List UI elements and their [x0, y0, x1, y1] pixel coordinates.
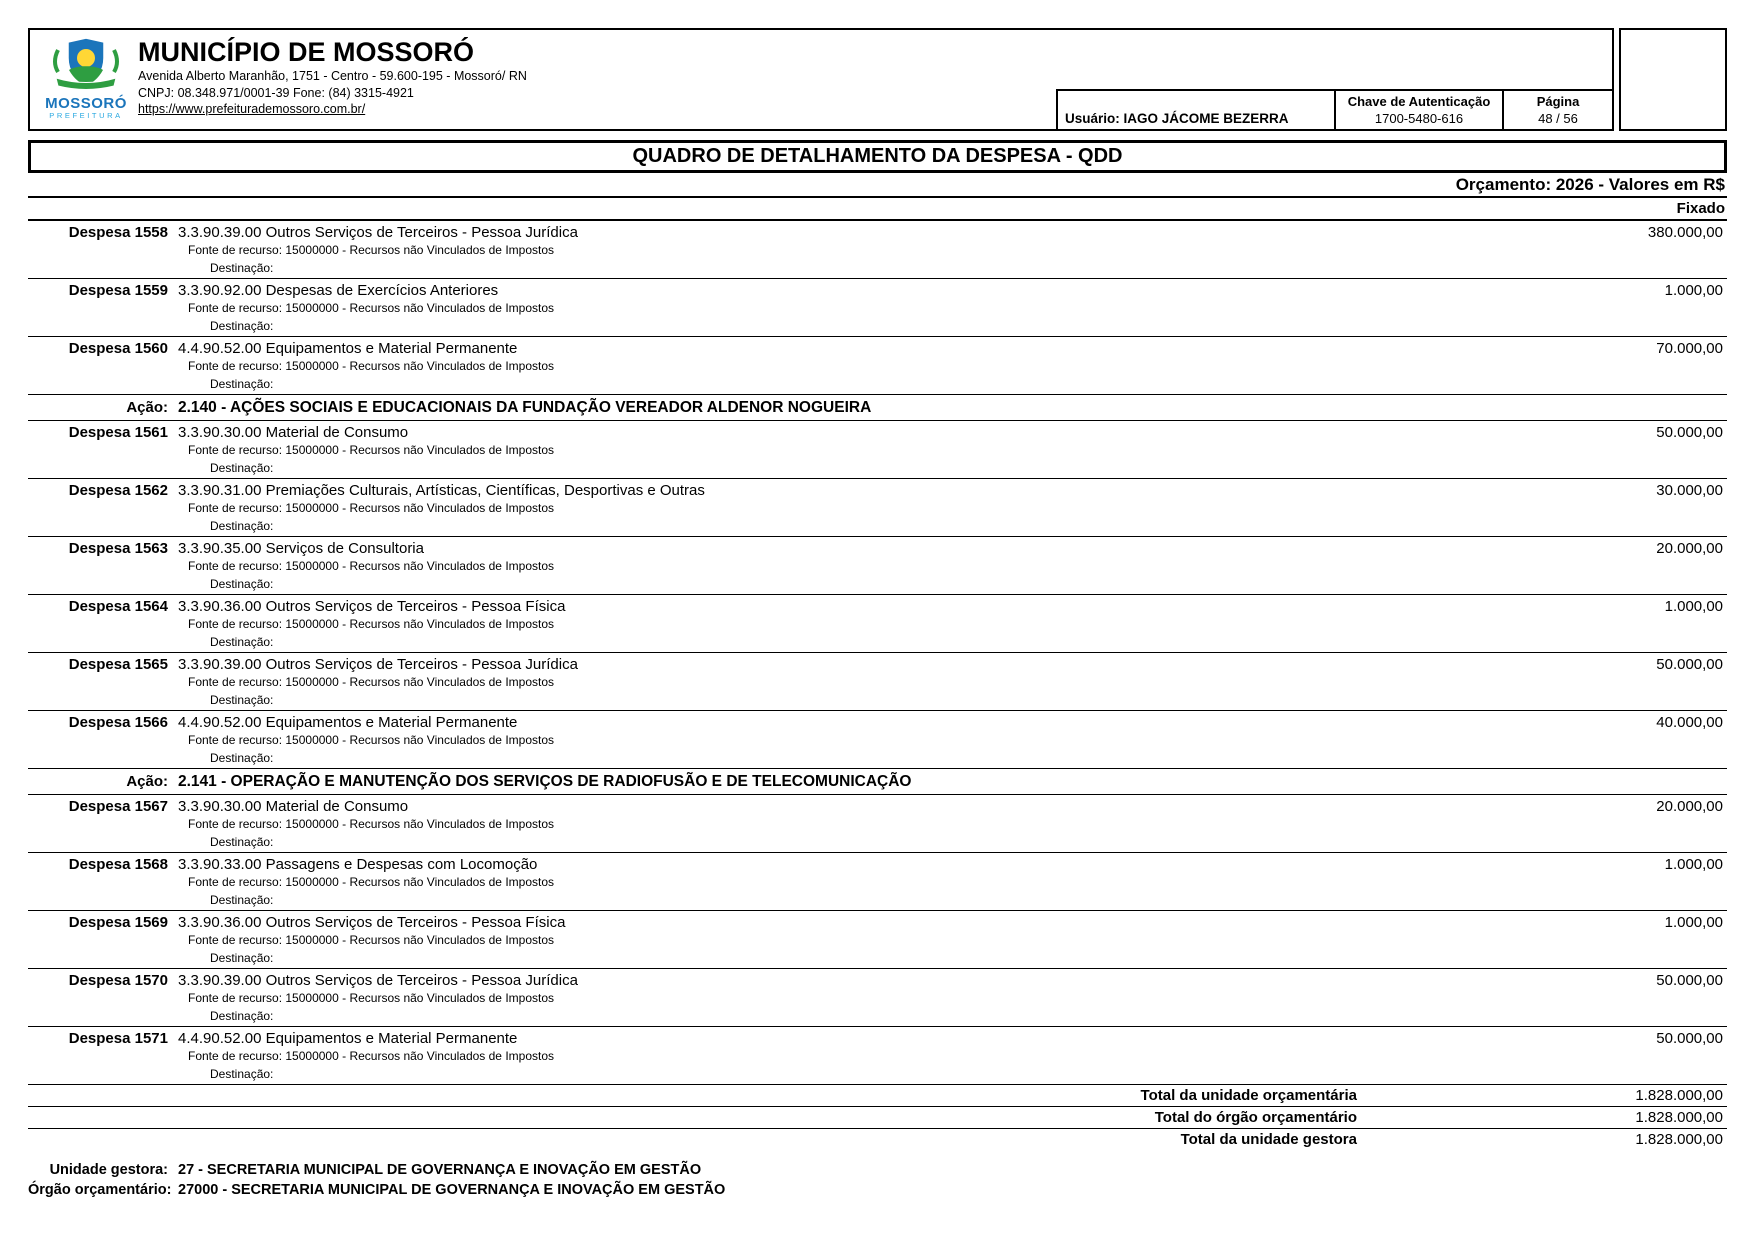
despesa-main-line [28, 714, 1727, 732]
fonte-de-recurso: Fonte de recurso: 15000000 - Recursos não Vinculados de Impostos [188, 1049, 554, 1063]
header-main-box [28, 28, 1614, 131]
website-link[interactable]: https://www.prefeiturademossoro.com.br/ [138, 102, 366, 116]
despesa-label: Despesa 1558 [68, 224, 168, 241]
destinacao: Destinação: [210, 260, 274, 275]
despesa-description: 3.3.90.39.00 Outros Serviços de Terceiros - Pessoa Jurídica [178, 972, 578, 989]
despesa-label: Despesa 1570 [68, 972, 168, 989]
footer-section [28, 1160, 1727, 1200]
page-number: 48 / 56 [1538, 111, 1578, 126]
despesa-main-line [28, 340, 1727, 358]
despesa-main-line [28, 798, 1727, 816]
despesa-row [28, 653, 1727, 711]
despesa-label: Despesa 1571 [68, 1030, 168, 1047]
auth-key-cell [1334, 91, 1502, 129]
fonte-de-recurso: Fonte de recurso: 15000000 - Recursos não Vinculados de Impostos [188, 733, 554, 747]
acao-label: Ação: [126, 773, 168, 790]
despesa-description: 3.3.90.31.00 Premiações Culturais, Artísticas, Científicas, Desportivas e Outras [178, 482, 705, 499]
total-value: 1.828.000,00 [1635, 1131, 1723, 1148]
despesa-description: 3.3.90.30.00 Material de Consumo [178, 798, 409, 815]
despesa-row [28, 479, 1727, 537]
despesa-fixed-value: 50.000,00 [1656, 972, 1723, 989]
total-label: Total da unidade gestora [1180, 1131, 1357, 1148]
despesa-fixed-value: 40.000,00 [1656, 714, 1723, 731]
despesa-label: Despesa 1565 [68, 656, 168, 673]
despesa-fixed-value: 1.000,00 [1664, 856, 1723, 873]
acao-row [28, 769, 1727, 795]
despesa-row [28, 1027, 1727, 1085]
despesa-fixed-value: 70.000,00 [1656, 340, 1723, 357]
despesa-main-line [28, 282, 1727, 300]
despesa-fixed-value: 380.000,00 [1647, 224, 1723, 241]
despesa-row [28, 337, 1727, 395]
acao-description: 2.140 - AÇÕES SOCIAIS E EDUCACIONAIS DA FUNDAÇÃO VEREADOR ALDENOR NOGUEIRA [178, 398, 872, 416]
despesa-label: Despesa 1567 [68, 798, 168, 815]
despesa-fixed-value: 1.000,00 [1664, 598, 1723, 615]
despesa-fixed-value: 50.000,00 [1656, 656, 1723, 673]
despesa-fixed-value: 30.000,00 [1656, 482, 1723, 499]
fonte-de-recurso: Fonte de recurso: 15000000 - Recursos não Vinculados de Impostos [188, 301, 554, 315]
total-row [28, 1129, 1727, 1151]
auth-key-header: Chave de Autenticação [1347, 94, 1491, 109]
org-name: MUNICÍPIO DE MOSSORÓ [138, 37, 475, 67]
despesa-description: 3.3.90.92.00 Despesas de Exercícios Anteriores [178, 282, 499, 299]
fonte-de-recurso: Fonte de recurso: 15000000 - Recursos não Vinculados de Impostos [188, 933, 554, 947]
fonte-de-recurso: Fonte de recurso: 15000000 - Recursos não Vinculados de Impostos [188, 359, 554, 373]
org-address: Avenida Alberto Maranhão, 1751 - Centro - 59.600-195 - Mossoró/ RN [138, 69, 527, 83]
despesa-row [28, 911, 1727, 969]
total-value: 1.828.000,00 [1635, 1087, 1723, 1104]
despesa-description: 3.3.90.35.00 Serviços de Consultoria [178, 540, 424, 557]
footer-label: Órgão orçamentário: [28, 1182, 172, 1198]
footer-value: 27000 - SECRETARIA MUNICIPAL DE GOVERNANÇA E INOVAÇÃO EM GESTÃO [178, 1182, 726, 1198]
despesa-description: 4.4.90.52.00 Equipamentos e Material Permanente [178, 1030, 518, 1047]
auth-key-value: 1700-5480-616 [1374, 111, 1464, 126]
despesa-main-line [28, 972, 1727, 990]
totals-section [28, 1085, 1727, 1151]
despesa-description: 3.3.90.36.00 Outros Serviços de Terceiros - Pessoa Física [178, 598, 566, 615]
despesa-label: Despesa 1568 [68, 856, 168, 873]
footer-line [28, 1160, 1727, 1180]
user-info-bar [1056, 89, 1612, 129]
user-cell: Usuário: IAGO JÁCOME BEZERRA [1065, 111, 1289, 126]
total-row [28, 1107, 1727, 1129]
destinacao: Destinação: [210, 460, 274, 475]
despesa-main-line [28, 914, 1727, 932]
destinacao: Destinação: [210, 950, 274, 965]
despesa-row [28, 279, 1727, 337]
despesa-label: Despesa 1561 [68, 424, 168, 441]
destinacao: Destinação: [210, 892, 274, 907]
despesa-row [28, 595, 1727, 653]
despesa-row [28, 537, 1727, 595]
fonte-de-recurso: Fonte de recurso: 15000000 - Recursos não Vinculados de Impostos [188, 991, 554, 1005]
despesa-fixed-value: 20.000,00 [1656, 798, 1723, 815]
destinacao: Destinação: [210, 318, 274, 333]
crest-icon [48, 36, 124, 92]
despesa-label: Despesa 1569 [68, 914, 168, 931]
fonte-de-recurso: Fonte de recurso: 15000000 - Recursos não Vinculados de Impostos [188, 559, 554, 573]
fonte-de-recurso: Fonte de recurso: 15000000 - Recursos não Vinculados de Impostos [188, 875, 554, 889]
acao-row [28, 395, 1727, 421]
despesa-main-line [28, 540, 1727, 558]
despesa-description: 4.4.90.52.00 Equipamentos e Material Permanente [178, 714, 518, 731]
destinacao: Destinação: [210, 376, 274, 391]
despesa-label: Despesa 1566 [68, 714, 168, 731]
fonte-de-recurso: Fonte de recurso: 15000000 - Recursos não Vinculados de Impostos [188, 817, 554, 831]
despesa-label: Despesa 1562 [68, 482, 168, 499]
acao-label: Ação: [126, 399, 168, 416]
despesa-row [28, 795, 1727, 853]
total-value: 1.828.000,00 [1635, 1109, 1723, 1126]
despesa-label: Despesa 1560 [68, 340, 168, 357]
despesa-description: 3.3.90.30.00 Material de Consumo [178, 424, 409, 441]
despesa-main-line [28, 856, 1727, 874]
despesa-row [28, 421, 1727, 479]
despesa-label: Despesa 1559 [68, 282, 168, 299]
column-header-fixado: Fixado [28, 198, 1727, 221]
header-side-box [1619, 28, 1727, 131]
despesa-main-line [28, 656, 1727, 674]
budget-year-line: Orçamento: 2026 - Valores em R$ [28, 173, 1727, 198]
despesa-fixed-value: 20.000,00 [1656, 540, 1723, 557]
fonte-de-recurso: Fonte de recurso: 15000000 - Recursos não Vinculados de Impostos [188, 443, 554, 457]
destinacao: Destinação: [210, 634, 274, 649]
fonte-de-recurso: Fonte de recurso: 15000000 - Recursos não Vinculados de Impostos [188, 617, 554, 631]
total-row [28, 1085, 1727, 1107]
despesa-description: 3.3.90.36.00 Outros Serviços de Terceiros - Pessoa Física [178, 914, 566, 931]
despesa-description: 4.4.90.52.00 Equipamentos e Material Permanente [178, 340, 518, 357]
footer-label: Unidade gestora: [49, 1162, 168, 1178]
destinacao: Destinação: [210, 834, 274, 849]
fonte-de-recurso: Fonte de recurso: 15000000 - Recursos não Vinculados de Impostos [188, 501, 554, 515]
logo-city-text: MOSSORÓ [45, 95, 127, 112]
acao-description: 2.141 - OPERAÇÃO E MANUTENÇÃO DOS SERVIÇOS DE RADIOFUSÃO E DE TELECOMUNICAÇÃO [178, 772, 912, 790]
destinacao: Destinação: [210, 750, 274, 765]
org-cnpj-phone: CNPJ: 08.348.971/0001-39 Fone: (84) 3315-4921 [138, 85, 414, 100]
despesa-fixed-value: 1.000,00 [1664, 914, 1723, 931]
despesa-row [28, 969, 1727, 1027]
municipality-logo [40, 36, 132, 121]
report-title: QUADRO DE DETALHAMENTO DA DESPESA - QDD [28, 140, 1727, 173]
fonte-de-recurso: Fonte de recurso: 15000000 - Recursos não Vinculados de Impostos [188, 675, 554, 689]
despesa-main-line [28, 1030, 1727, 1048]
page-cell [1502, 91, 1612, 129]
total-label: Total da unidade orçamentária [1140, 1087, 1357, 1104]
page-header: Página [1536, 94, 1580, 109]
despesa-fixed-value: 1.000,00 [1664, 282, 1723, 299]
despesa-description: 3.3.90.39.00 Outros Serviços de Terceiros - Pessoa Jurídica [178, 224, 578, 241]
despesa-row [28, 221, 1727, 279]
despesa-main-line [28, 224, 1727, 242]
despesa-main-line [28, 482, 1727, 500]
report-header [28, 28, 1727, 131]
expense-table [28, 221, 1727, 1085]
despesa-main-line [28, 424, 1727, 442]
footer-line [28, 1180, 1727, 1200]
despesa-label: Despesa 1564 [68, 598, 168, 615]
despesa-description: 3.3.90.33.00 Passagens e Despesas com Locomoção [178, 856, 538, 873]
despesa-main-line [28, 598, 1727, 616]
despesa-row [28, 853, 1727, 911]
despesa-row [28, 711, 1727, 769]
despesa-description: 3.3.90.39.00 Outros Serviços de Terceiros - Pessoa Jurídica [178, 656, 578, 673]
destinacao: Destinação: [210, 518, 274, 533]
destinacao: Destinação: [210, 1066, 274, 1081]
fonte-de-recurso: Fonte de recurso: 15000000 - Recursos não Vinculados de Impostos [188, 243, 554, 257]
despesa-fixed-value: 50.000,00 [1656, 1030, 1723, 1047]
despesa-fixed-value: 50.000,00 [1656, 424, 1723, 441]
destinacao: Destinação: [210, 692, 274, 707]
destinacao: Destinação: [210, 576, 274, 591]
logo-subtitle-text: PREFEITURA [49, 111, 123, 120]
destinacao: Destinação: [210, 1008, 274, 1023]
despesa-label: Despesa 1563 [68, 540, 168, 557]
total-label: Total do órgão orçamentário [1154, 1109, 1357, 1126]
footer-value: 27 - SECRETARIA MUNICIPAL DE GOVERNANÇA E INOVAÇÃO EM GESTÃO [178, 1162, 702, 1178]
